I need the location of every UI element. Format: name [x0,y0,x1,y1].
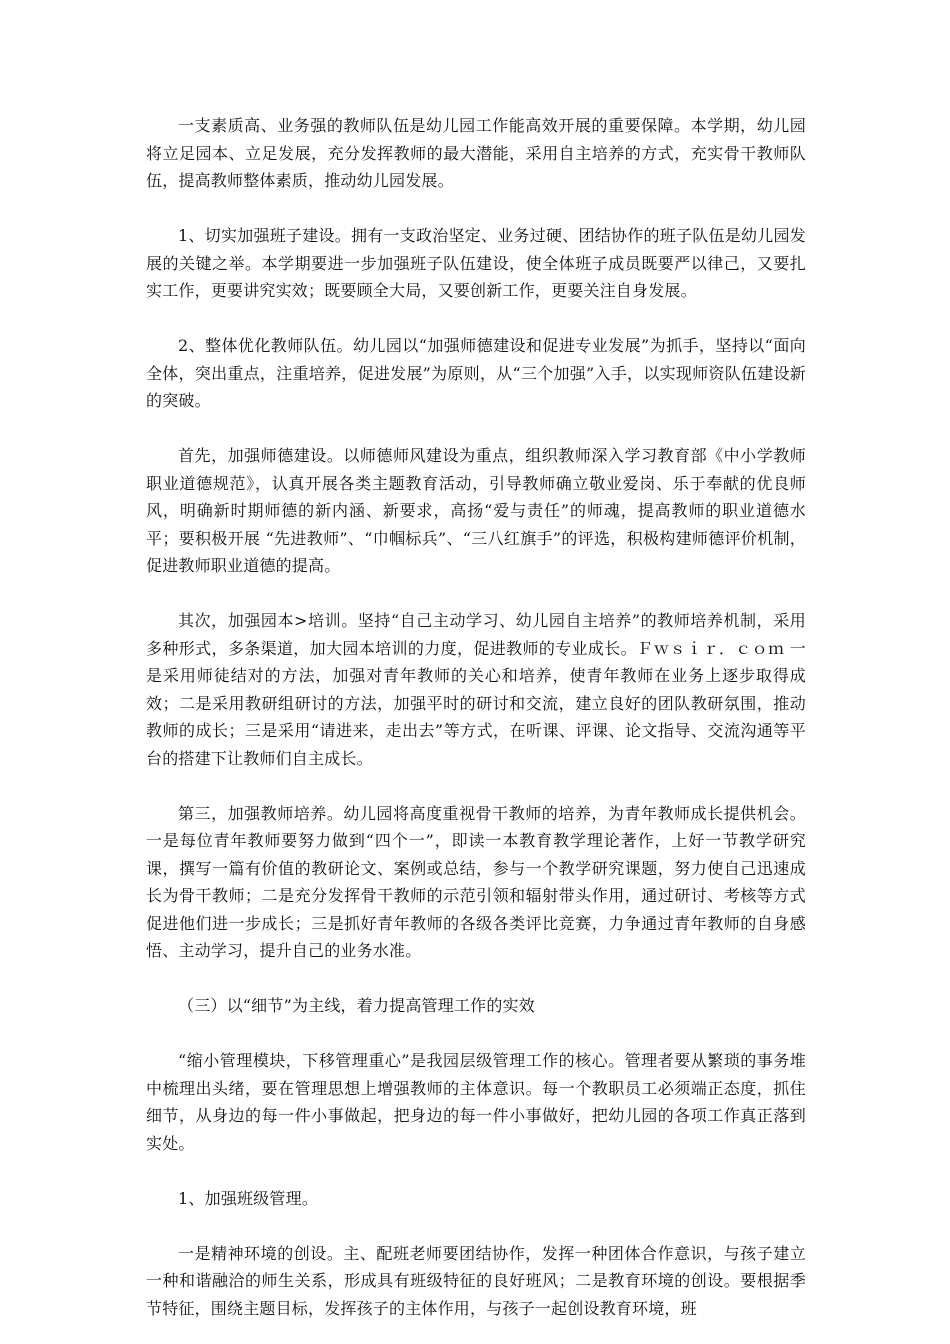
paragraph-environment: 一是精神环境的创设。主、配班老师要团结协作，发挥一种团体合作意识，与孩子建立一种和谐融洽的师生关系，形成具有班级特征的良好班风；二是教育环境的创设。要根据季节特征，围绕主题目标，发挥孩子的主体作用，与孩子一起创设教育环境，班 [146,1243,806,1318]
paragraph-ethics: 首先，加强师德建设。以师德师风建设为重点，组织教师深入学习教育部《中小学教师职业道德规范》，认真开展各类主题教育活动，引导教师确立敬业爱岗、乐于奉献的优良师风，明确新时期师德的新内涵、新要求，高扬“爱与责任”的师魂，提高教师的职业道德水平；要积极开展 “先进教师”、“巾帼标兵”、“三八红旗手”的评选，积极构建师德评价机制，促进教师职业道德的提高。 [146,446,806,575]
paragraph-class-management: 1、加强班级管理。 [178,1188,318,1208]
paragraph-leadership-team: 1、切实加强班子建设。拥有一支政治坚定、业务过硬、团结协作的班子队伍是幼儿园发展的关键之举。本学期要进一步加强班子队伍建设，使全体班子成员既要严以律己，又要扎实工作，更要讲究实效；既要顾全大局，又要创新工作，更要关注自身发展。 [146,226,806,300]
paragraph-cultivation: 第三，加强教师培养。幼儿园将高度重视骨干教师的培养，为青年教师成长提供机会。一是每位青年教师要努力做到“四个一”，即读一本教育教学理论著作，上好一节教学研究课，撰写一篇有价值的教研论文、案例或总结，参与一个教学研究课题，努力使自己迅速成长为骨干教师；二是充分发挥骨干教师的示范引领和辐射带头作用，通过研讨、考核等方式促进他们进一步成长；三是抓好青年教师的各级各类评比竞赛，力争通过青年教师的自身感悟、主动学习，提升自己的业务水准。 [146,803,806,960]
paragraph-teacher-team: 2、整体优化教师队伍。幼儿园以“加强师德建设和促进专业发展”为抓手，坚持以“面向全体，突出重点，注重培养，促进发展”为原则，从“三个加强”入手，以实现师资队伍建设新的突破。 [146,336,806,410]
paragraph-training: 其次，加强园本>培训。坚持“自己主动学习、幼儿园自主培养”的教师培养机制，采用多种形式，多条渠道，加大园本培训的力度，促进教师的专业成长。Ｆｗｓｉｒ．ｃｏｍ 一是采用师徒结对的方法，加强对青年教师的关心和培养，使青年教师在业务上逐步取得成效；二是采用教研组研讨的方法，加强平时的研讨和交流，建立良好的团队教研氛围，推动教师的成长；三是采用“请进来，走出去”等方式，在听课、评课、论文指导、交流沟通等平台的搭建下让教师们自主成长。 [146,611,806,768]
intro-paragraph: 一支素质高、业务强的教师队伍是幼儿园工作能高效开展的重要保障。本学期，幼儿园将立足园本、立足发展，充分发挥教师的最大潜能，采用自主培养的方式，充实骨干教师队伍，提高教师整体素质，推动幼儿园发展。 [146,116,806,190]
section-heading-details: （三）以“细节”为主线，着力提高管理工作的实效 [178,996,535,1015]
document-body [146,112,806,1322]
paragraph-management-core: “缩小管理模块，下移管理重心”是我园层级管理工作的核心。管理者要从繁琐的事务堆中梳理出头绪，要在管理思想上增强教师的主体意识。每一个教职员工必须端正态度，抓住细节，从身边的每一件小事做起，把身边的每一件小事做好，把幼儿园的各项工作真正落到实处。 [146,1051,806,1153]
